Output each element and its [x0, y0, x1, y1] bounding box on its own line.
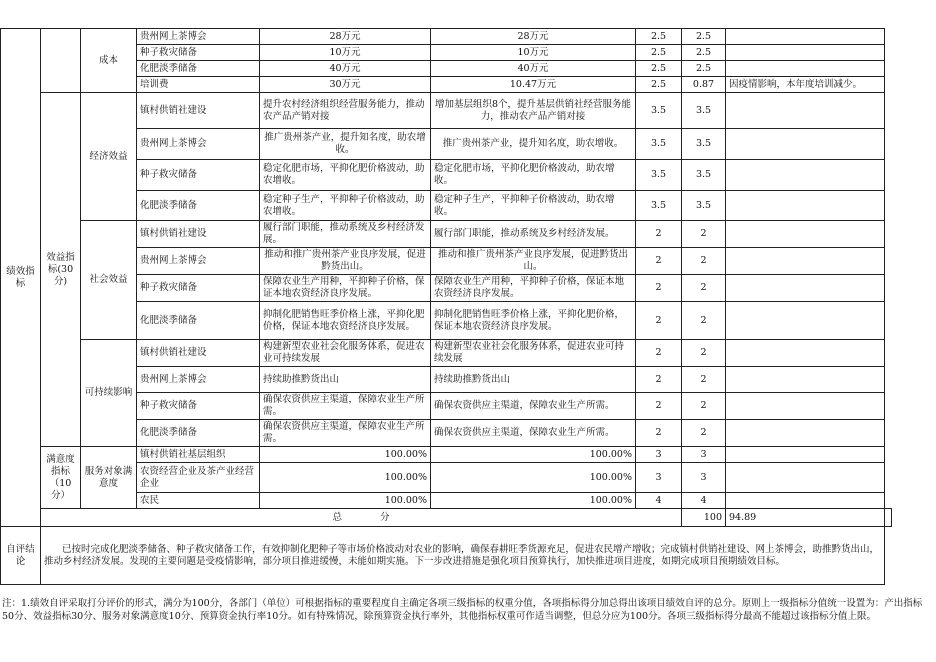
- item-name: 贵州网上茶博会: [137, 367, 260, 393]
- target-value: 履行部门职能，推动系统及乡村经济发展。: [260, 221, 431, 248]
- weight: 2.5: [636, 45, 682, 61]
- score: 0.87: [682, 77, 726, 93]
- item-name: 农资经营企业及茶产业经营企业: [137, 463, 260, 493]
- item-name: 镇村供销社建设: [137, 340, 260, 367]
- score: 2: [682, 221, 726, 248]
- weight: 4: [636, 493, 682, 509]
- conclusion-text: 已按时完成化肥淡季储备、种子救灾储备工作，有效抑制化肥种子等市场价格波动对农业的影响，确保春耕旺季货源充足，促进农民增产增收；完成镇村供销社建设、网上茶博会，助推黔货出山，推动乡村经济发展。发现的主要问题是受疫情影响，部分项目推进缓慢，未能如期实施。下一步改进措施是强化项目预算执行，加快推进项目进度，如期完成项目预期绩效目标。: [41, 527, 885, 585]
- weight: 3.5: [636, 191, 682, 221]
- item-name: 农民: [137, 493, 260, 509]
- score: 3: [682, 463, 726, 493]
- remark: [726, 221, 885, 248]
- score: 3: [682, 447, 726, 463]
- remark: [726, 463, 885, 493]
- target-value: 稳定化肥市场，平抑化肥价格波动，助农增收。: [260, 160, 431, 191]
- actual-value: 100.00%: [431, 463, 636, 493]
- score: 2: [682, 248, 726, 275]
- item-name: 镇村供销社建设: [137, 93, 260, 129]
- level3-social-benefit: 社会效益: [81, 221, 137, 340]
- actual-value: 履行部门职能，推动系统及乡村经济发展。: [431, 221, 636, 248]
- remark: [726, 275, 885, 302]
- score: 3.5: [682, 129, 726, 160]
- remark: [726, 93, 885, 129]
- target-value: 30万元: [260, 77, 431, 93]
- score: 3.5: [682, 191, 726, 221]
- item-name: 种子救灾储备: [137, 160, 260, 191]
- target-value: 100.00%: [260, 493, 431, 509]
- actual-value: 稳定种子生产，平抑种子价格波动，助农增收。: [431, 191, 636, 221]
- actual-value: 稳定化肥市场，平抑化肥价格波动，助农增收。: [431, 160, 636, 191]
- score: 2: [682, 340, 726, 367]
- actual-value: 28万元: [431, 29, 636, 45]
- target-value: 确保农资供应主渠道，保障农业生产所需。: [260, 393, 431, 420]
- score: 2: [682, 302, 726, 340]
- weight: 2: [636, 420, 682, 447]
- target-value: 推动和推广贵州茶产业良序发展，促进黔货出山。: [260, 248, 431, 275]
- score: 2: [682, 275, 726, 302]
- remark: [726, 393, 885, 420]
- target-value: 稳定种子生产，平抑种子价格波动，助农增收。: [260, 191, 431, 221]
- conclusion-label: 自评结论: [1, 527, 41, 585]
- weight: 2: [636, 340, 682, 367]
- remark: [726, 191, 885, 221]
- target-value: 抑制化肥销售旺季价格上涨，平抑化肥价格，保证本地农资经济良序发展。: [260, 302, 431, 340]
- item-name: 贵州网上茶博会: [137, 129, 260, 160]
- item-name: 化肥淡季储备: [137, 302, 260, 340]
- remark: [726, 367, 885, 393]
- remark: [726, 420, 885, 447]
- level3-service-satisfaction: 服务对象满意度: [81, 447, 137, 509]
- score: 4: [682, 493, 726, 509]
- score: 2.5: [682, 45, 726, 61]
- item-name: 培训费: [137, 77, 260, 93]
- level3-cost: 成本: [81, 29, 137, 93]
- remark: [726, 45, 885, 61]
- item-name: 化肥淡季储备: [137, 191, 260, 221]
- actual-value: 10万元: [431, 45, 636, 61]
- weight: 2: [636, 393, 682, 420]
- score: 2: [682, 420, 726, 447]
- level2-blank-cell: [41, 29, 81, 93]
- total-score: 94.89: [726, 509, 885, 527]
- actual-value: 推动和推广贵州茶产业良序发展，促进黔货出山。: [431, 248, 636, 275]
- score: 3.5: [682, 93, 726, 129]
- target-value: 40万元: [260, 61, 431, 77]
- level2-benefit-indicators: 效益指标(30分): [41, 93, 81, 447]
- item-name: 种子救灾储备: [137, 393, 260, 420]
- item-name: 种子救灾储备: [137, 275, 260, 302]
- target-value: 确保农资供应主渠道，保障农业生产所需。: [260, 420, 431, 447]
- item-name: 化肥淡季储备: [137, 61, 260, 77]
- target-value: 持续助推黔货出山: [260, 367, 431, 393]
- score: 2: [682, 367, 726, 393]
- actual-value: 持续助推黔货出山: [431, 367, 636, 393]
- total-label: 总 分: [41, 509, 682, 527]
- footnote: 注：1.绩效自评采取打分评价的形式，满分为100分，各部门（单位）可根据指标的重要程度自主确定各项三级指标的权重分值，各项指标得分加总得出该项目绩效自评的总分。原则上一级指标分值统一设置为：产出指标50分、效益指标30分、服务对象满意度10分、预算资金执行率10分。如有特殊情况，除预算资金执行率外，其他指标权重可作适当调整，但总分应为100分。各项三级指标得分最高不能超过该指标分值上限。: [2, 598, 923, 622]
- remark: 因疫情影响，本年度培训减少。: [726, 77, 885, 93]
- weight: 3.5: [636, 160, 682, 191]
- level2-satisfaction-indicators: 满意度指标（10分）: [41, 447, 81, 509]
- level3-sustainable-impact: 可持续影响: [81, 340, 137, 447]
- actual-value: 保障农业生产用种，平抑种子价格，保证本地农资经济良序发展。: [431, 275, 636, 302]
- actual-value: 确保农资供应主渠道，保障农业生产所需。: [431, 420, 636, 447]
- remark: [726, 248, 885, 275]
- score: 2.5: [682, 61, 726, 77]
- total-weight: 100: [682, 509, 726, 527]
- actual-value: 100.00%: [431, 447, 636, 463]
- remark: [726, 160, 885, 191]
- target-value: 10万元: [260, 45, 431, 61]
- item-name: 贵州网上茶博会: [137, 248, 260, 275]
- weight: 2: [636, 367, 682, 393]
- actual-value: 确保农资供应主渠道，保障农业生产所需。: [431, 393, 636, 420]
- target-value: 100.00%: [260, 463, 431, 493]
- item-name: 贵州网上茶博会: [137, 29, 260, 45]
- item-name: 种子救灾储备: [137, 45, 260, 61]
- level1-performance-indicators: 绩效指标: [1, 29, 41, 527]
- actual-value: 抑制化肥销售旺季价格上涨，平抑化肥价格，保证本地农资经济良序发展。: [431, 302, 636, 340]
- weight: 2: [636, 248, 682, 275]
- actual-value: 构建新型农业社会化服务体系，促进农业可持续发展: [431, 340, 636, 367]
- target-value: 推广贵州茶产业，提升知名度，助农增收。: [260, 129, 431, 160]
- performance-evaluation-table: [0, 28, 892, 585]
- weight: 2: [636, 275, 682, 302]
- target-value: 28万元: [260, 29, 431, 45]
- actual-value: 增加基层组织8个，提升基层供销社经营服务能力，推动农产品产销对接: [431, 93, 636, 129]
- item-name: 镇村供销社建设: [137, 221, 260, 248]
- weight: 2: [636, 302, 682, 340]
- remark: [726, 129, 885, 160]
- weight: 2.5: [636, 61, 682, 77]
- target-value: 提升农村经济组织经营服务能力，推动农产品产销对接: [260, 93, 431, 129]
- item-name: 化肥淡季储备: [137, 420, 260, 447]
- actual-value: 40万元: [431, 61, 636, 77]
- weight: 2.5: [636, 77, 682, 93]
- weight: 3.5: [636, 129, 682, 160]
- weight: 2: [636, 221, 682, 248]
- remark: [726, 302, 885, 340]
- actual-value: 推广贵州茶产业，提升知名度，助农增收。: [431, 129, 636, 160]
- target-value: 100.00%: [260, 447, 431, 463]
- weight: 3.5: [636, 93, 682, 129]
- total-remark: [885, 509, 892, 527]
- actual-value: 10.47万元: [431, 77, 636, 93]
- weight: 3: [636, 463, 682, 493]
- item-name: 镇村供销社基层组织: [137, 447, 260, 463]
- remark: [726, 61, 885, 77]
- target-value: 构建新型农业社会化服务体系，促进农业可持续发展: [260, 340, 431, 367]
- remark: [726, 493, 885, 509]
- actual-value: 100.00%: [431, 493, 636, 509]
- score: 2.5: [682, 29, 726, 45]
- remark: [726, 340, 885, 367]
- weight: 2.5: [636, 29, 682, 45]
- score: 3.5: [682, 160, 726, 191]
- weight: 3: [636, 447, 682, 463]
- level3-economic-benefit: 经济效益: [81, 93, 137, 221]
- target-value: 保障农业生产用种，平抑种子价格，保证本地农资经济良序发展。: [260, 275, 431, 302]
- score: 2: [682, 393, 726, 420]
- remark: [726, 447, 885, 463]
- remark: [726, 29, 885, 45]
